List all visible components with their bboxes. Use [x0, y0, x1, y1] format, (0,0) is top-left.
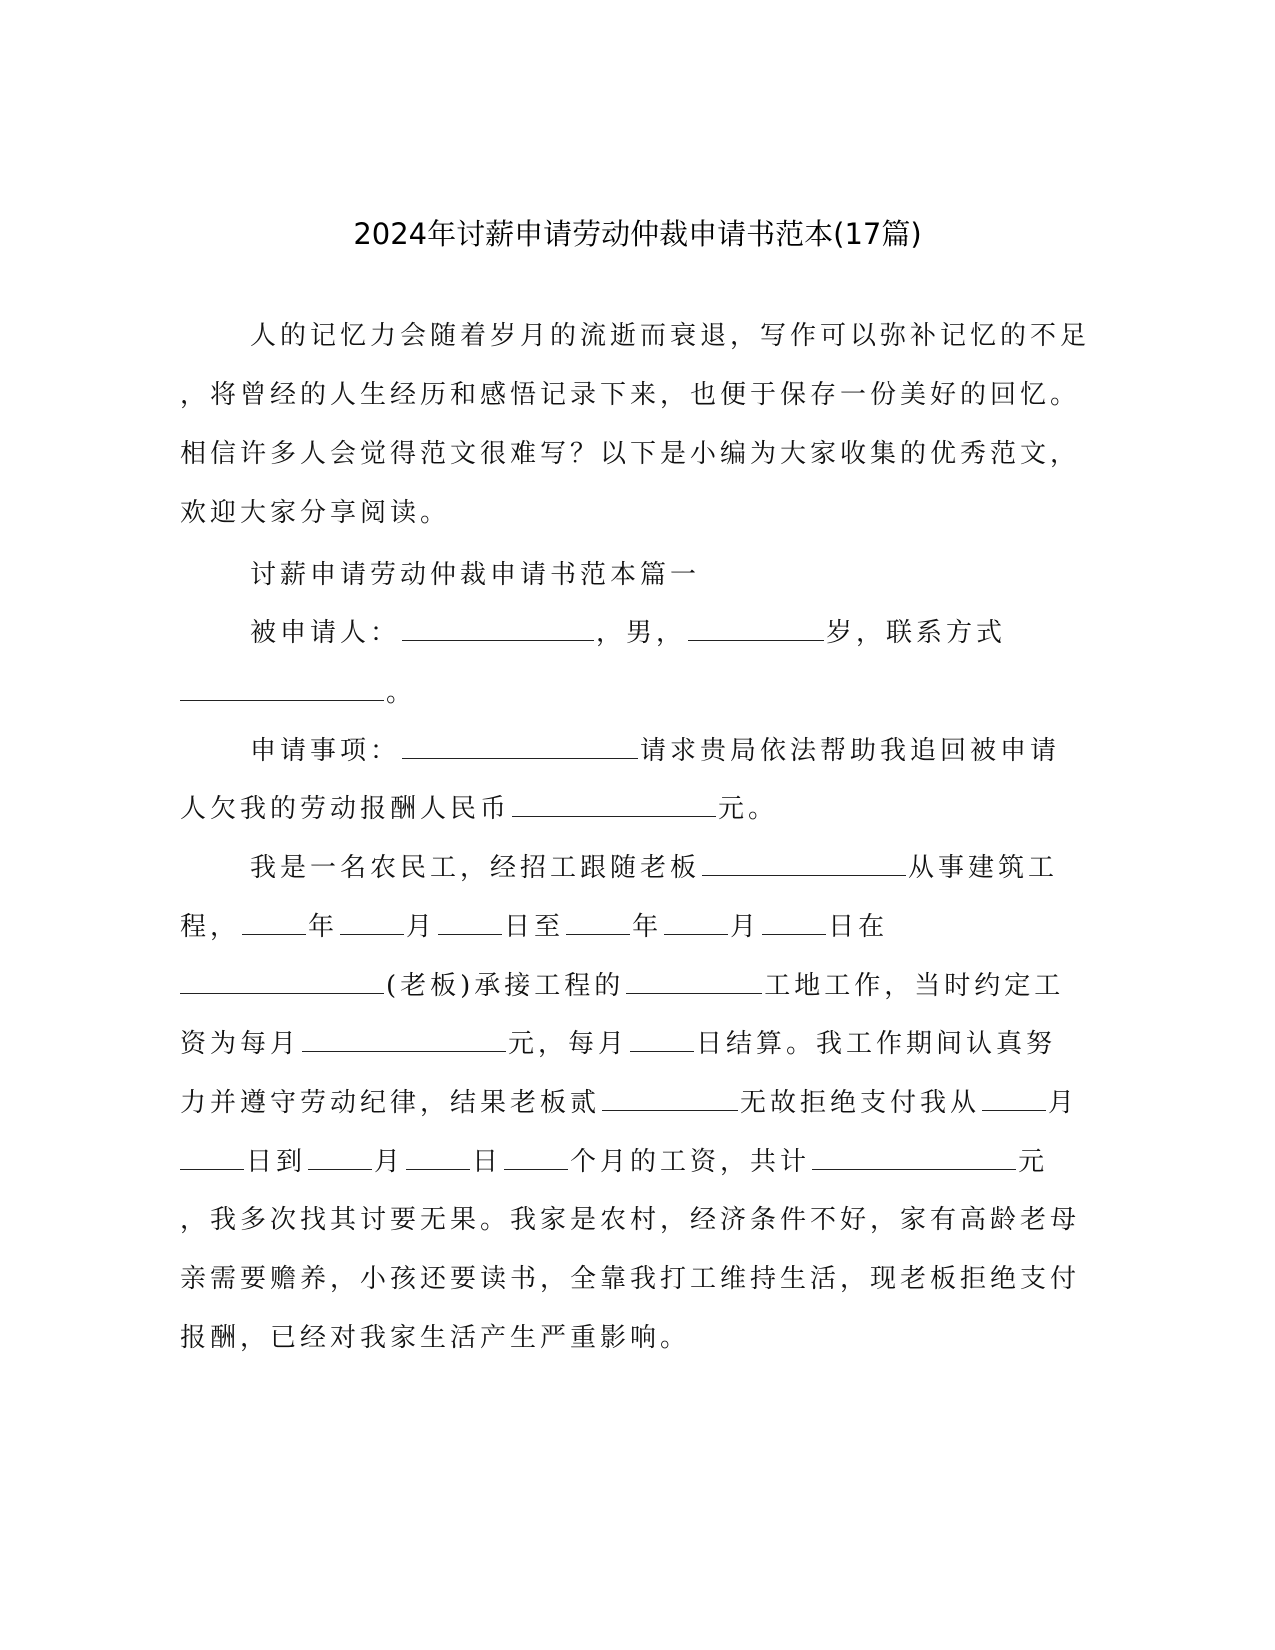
matters-text-3: 元。	[718, 794, 779, 824]
facts-text-5a: 力并遵守劳动纪律，结果老板贰	[180, 1088, 601, 1118]
month-label: 月	[730, 912, 761, 942]
facts-text-4a: 资为每月	[180, 1029, 301, 1059]
facts-text-3b: 工地工作，当时约定工	[764, 971, 1065, 1001]
facts-text-1b: 从事建筑工	[908, 853, 1059, 883]
start-year-blank[interactable]	[242, 908, 306, 935]
respondent-gender-text: ，男，	[596, 618, 687, 648]
facts-text-6d: 元	[1018, 1147, 1049, 1177]
from-month-blank[interactable]	[982, 1084, 1046, 1111]
facts-line-4	[180, 1025, 1056, 1062]
month-count-blank[interactable]	[504, 1143, 568, 1170]
document-title: 2024年讨薪申请劳动仲裁申请书范本(17篇)	[353, 217, 922, 251]
settle-day-blank[interactable]	[630, 1025, 694, 1052]
facts-text-5b: 无故拒绝支付我从	[740, 1088, 981, 1118]
facts-line-6	[180, 1143, 1048, 1180]
start-month-blank[interactable]	[340, 908, 404, 935]
facts-line-2	[180, 908, 888, 945]
wage-blank[interactable]	[302, 1025, 506, 1052]
year-label: 年	[632, 912, 663, 942]
section-heading: 讨薪申请劳动仲裁申请书范本篇一	[250, 560, 701, 590]
year-label: 年	[308, 912, 339, 942]
site-blank[interactable]	[626, 967, 762, 994]
intro-line-3: 相信许多人会觉得范文很难写？以下是小编为大家收集的优秀范文，	[180, 439, 1081, 469]
facts-text-2a: 程，	[180, 912, 241, 942]
facts-line-7: ，我多次找其讨要无果。我家是农村，经济条件不好，家有高龄老母	[180, 1205, 1081, 1235]
respondent-label: 被申请人：	[250, 618, 401, 648]
amount-blank[interactable]	[512, 790, 716, 817]
facts-text-6b: 日	[472, 1147, 503, 1177]
total-blank[interactable]	[812, 1143, 1016, 1170]
respondent-contact-line	[180, 674, 416, 711]
end-day-blank[interactable]	[762, 908, 826, 935]
intro-line-2: ，将曾经的人生经历和感悟记录下来，也便于保存一份美好的回忆。	[180, 380, 1081, 410]
day-at-label: 日在	[828, 912, 889, 942]
end-year-blank[interactable]	[566, 908, 630, 935]
matters-label: 申请事项：	[250, 736, 401, 766]
to-day-blank[interactable]	[406, 1143, 470, 1170]
boss-blank-2[interactable]	[180, 967, 384, 994]
intro-line-4: 欢迎大家分享阅读。	[180, 498, 451, 528]
respondent-contact-blank[interactable]	[180, 674, 384, 701]
from-day-blank[interactable]	[180, 1143, 244, 1170]
respondent-line	[250, 614, 1006, 651]
month-label: 月	[1048, 1088, 1079, 1118]
boss-name-blank[interactable]	[702, 849, 906, 876]
facts-text-6a: 日到	[246, 1147, 307, 1177]
matters-line-2	[180, 790, 778, 827]
respondent-name-blank[interactable]	[402, 614, 594, 641]
facts-text-4b: 元，每月	[508, 1029, 629, 1059]
respondent-contact-text: 岁，联系方式	[826, 618, 1007, 648]
end-month-blank[interactable]	[664, 908, 728, 935]
respondent-end: 。	[386, 678, 417, 708]
facts-text-4c: 日结算。我工作期间认真努	[696, 1029, 1057, 1059]
facts-line-8: 亲需要赡养，小孩还要读书，全靠我打工维持生活，现老板拒绝支付	[180, 1264, 1081, 1294]
matters-text-2: 人欠我的劳动报酬人民币	[180, 794, 511, 824]
facts-line-9: 报酬，已经对我家生活产生严重影响。	[180, 1323, 691, 1353]
facts-text-3a: (老板)承接工程的	[386, 971, 625, 1001]
matters-blank[interactable]	[402, 732, 638, 759]
month-label: 月	[374, 1147, 405, 1177]
facts-text-6c: 个月的工资，共计	[570, 1147, 811, 1177]
facts-line-3	[180, 967, 1064, 1004]
matters-text-1: 请求贵局依法帮助我追回被申请	[640, 736, 1061, 766]
facts-line-5	[180, 1084, 1078, 1121]
matters-line-1	[250, 732, 1060, 769]
respondent-age-blank[interactable]	[688, 614, 824, 641]
to-month-blank[interactable]	[308, 1143, 372, 1170]
facts-line-1	[250, 849, 1058, 886]
facts-text-1a: 我是一名农民工，经招工跟随老板	[250, 853, 701, 883]
day-to-label: 日至	[504, 912, 565, 942]
boss-blank-3[interactable]	[602, 1084, 738, 1111]
intro-line-1: 人的记忆力会随着岁月的流逝而衰退，写作可以弥补记忆的不足	[250, 321, 1091, 351]
start-day-blank[interactable]	[438, 908, 502, 935]
month-label: 月	[406, 912, 437, 942]
